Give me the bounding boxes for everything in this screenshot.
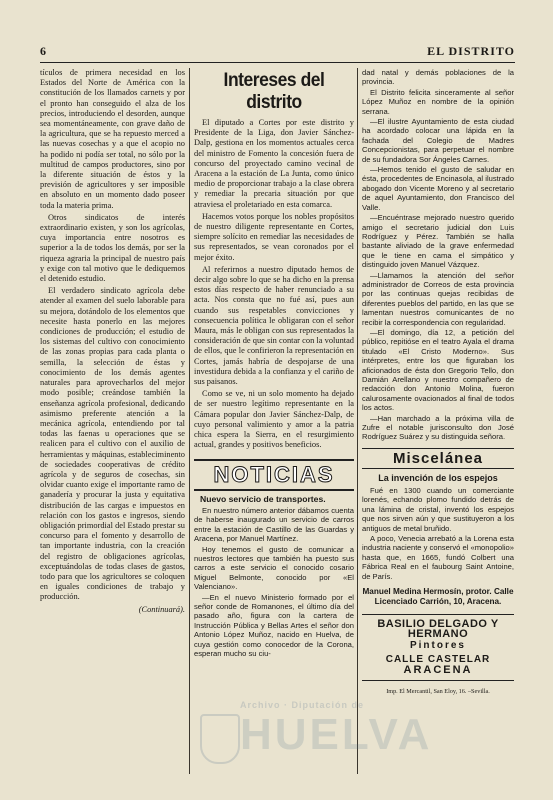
advertisement (362, 614, 514, 681)
paragraph: Al referirnos a nuestro diputado hemos de decir algo sobre lo que se ha dicho en la prensa estos días respecto de haber renunciado a su acta. Nos consta que no fué así, pues aun cuando sus respetables convicciones y consecuencia política le obligaran con el señor Maura, más le obligan con sus representados la consideración de que sin contar con la voluntad de ellos, que le confirieron la representación en Cortes, jamás habría de despojarse de una investidura debida a la confianza y el cariño de sus paisanos. (194, 264, 354, 387)
paragraph: —El domingo, día 12, a petición del público, repitióse en el teatro Ayala el drama titulado «El Cristo Moderno». Sus intérpretes, entre los que figuraban los aficionados de ésta don Gregorio Tello, don Damián Arellano y nuestro compañero de redacción don Antonio Molina, fueron calurosamente ovacionados al final de todos los actos. (362, 327, 514, 413)
miscelanea-subhead: La invención de los espejos (378, 472, 498, 483)
paragraph: Hoy tenemos el gusto de comunicar a nuestros lectores que también ha puesto sus carros a este servicio el conocido cosario Miguel Belmonte, conocido por «El Valenciano». (194, 544, 354, 592)
paragraph: El verdadero sindicato agrícola debe atender al examen del suelo laborable para su mejora, dotándolo de los elementos que necesite hasta ponerlo en las mejores condiciones de producción; el estudio de los sistemas del cultivo con conocimiento de las zonas propias para cada planta o semilla, la selección de éstas y conocimiento de los demás agentes naturales para aprovecharlos del mejor modo posible; creándose también la enseñanza agrícola profesional, dedicando asimismo preferente atención a la mecánica agrícola, entendiendo por tal todas las faenas u operaciones que se realicen para el cultivo con el auxilio de herramientas y máquinas, estableciminento de sociedades cooperativas de crédito agrícola y de seguros de cosechas, sin olvidar cuanto exige el importante ramo de ganadería y procurar la justa y equitativa distribución de las cargas e impuestos en relación con los gastos e ingresos, siendo obligación primordial del Estado prestar su concurso para el fomento y desarrollo de tan importante industria, con la creación del registro de obligaciones agrícolas, exceptuándolas de todas clases de gastos, todo para que los agricultores se coloquen en iguales condiciones de trabajo y producción. (40, 286, 185, 602)
noticias-banner (194, 459, 354, 491)
paragraph: Hacemos votos porque los nobles propósitos de nuestro diligente representante en Cortes, siempre solícito en remediar las necesidades de sus representados, se vean coronados por el mejor éxito. (194, 211, 354, 262)
column-divider (357, 68, 358, 774)
paragraph: dad natal y demás poblaciones de la provincia. (362, 68, 514, 87)
page-number: 6 (40, 44, 46, 58)
paragraph: —Hemos tenido el gusto de saludar en ésta, procedentes de Encinasola, al ilustrado abogado don Vicente Moreno y al secretario de aquel Ayuntamiento, don Francisco del Valle. (362, 165, 514, 212)
paragraph: Fué en 1300 cuando un comerciante lorenés, echando plomo fundido detrás de una lámina de cristal, inventó los espejos que nos sirven aún y que sustituyeron a los antiguos de metal bruñido. (362, 486, 514, 533)
printer-imprint: Imp. El Mercantil, San Eloy, 16. –Sevilla. (386, 687, 490, 695)
page-header (40, 44, 515, 58)
ad-city: ARACENA (403, 664, 473, 677)
paragraph: —Encuéntrase mejorado nuestro querido amigo el secretario judicial don Luis Rodríguez y Pérez. También se halla bastante aliviado de la grave enfermedad que le tiene en cama el simpático y distinguido joven Manuel Vázquez. (362, 213, 514, 270)
column-middle (194, 68, 354, 774)
noticias-block (194, 495, 354, 659)
miscelanea-banner (362, 448, 514, 469)
news-block (362, 68, 514, 442)
paragraph: El diputado a Cortes por este distrito y Presidente de la Liga, don Javier Sánchez-Dalp, gestiona en los momentos actuales cerca del ministro de Fomento la concesión fuera de concurso del proyectado camino vecinal de Aracena a la estación de La Junta, como único medio de proporcionar trabajo a la clase obrera y remediar la precaria situación por que atraviesa el proletariado en esta comarca. (194, 118, 354, 209)
noticias-title: NOTICIAS (213, 461, 335, 487)
classified-ad: Manuel Medina Hermosín, protor. Calle Licenciado Carrión, 10, Aracena. (362, 587, 514, 607)
paragraph: tículos de primera necesidad en los Estados del Norte de América con la constitución de los llamados carnets y por el pronto han conseguido el alza de los precios, introduciendo el desorden, aunque sea momentáneamente, con grave daño de la agricultura, que se ha repuesto merced a las nuevas cosechas y a que el acopio no ha podido ni podía ser total, no sólo por la multitud de campos productores, sino por la diferente situación de éstos y la previsión de agricultores y ser imposible en absoluto en un momento dado poseer toda la materia prima. (40, 68, 185, 210)
paragraph: —En el nuevo Ministerio formado por el señor conde de Romanones, el último día del pasado año, figura con la cartera de Instrucción Pública y Bellas Artes el señor don Antonio López Muñoz, nacido en Huelva, de cuya gestión como conocedor de la Corona, esperan mucho su ciu- (194, 592, 354, 658)
column-divider (189, 68, 190, 774)
header-rule (40, 62, 515, 63)
paragraph: El Distrito felicita sinceramente al señor López Muñoz en nombre de la opinión serrana. (362, 87, 514, 116)
continuation-note: (Continuará). (138, 604, 185, 614)
paragraph: Como se ve, ni un solo momento ha dejado de ser nuestro legítimo representante en la Cámara popular don Javier Sánchez-Dalp, de cuyo personal valimiento y amor a la patria chica espera la Sierra, en el resurgimiento actual, grandes y positivos beneficios. (194, 389, 354, 450)
paragraph: Otros sindicatos de interés extraordinario existen, y son los agrícolas, cuya importancia entre nosotros es superior a la de todos los demás, por ser la riqueza agraria la principal de nuestro país y exige con tal motivo que le dediquemos el detenido estudio. (40, 212, 185, 284)
ad-trade: Pintores (409, 639, 466, 651)
paragraph: En nuestro número anterior dábamos cuenta de haberse inaugurado un servicio de carros entre la estación de Castillo de las Guardas y Aracena, por Manuel Martínez. (194, 505, 354, 544)
paragraph: —Han marchado a la próxima villa de Zufre el notable jurisconsulto don José Rodríguez Suárez y su distinguida señora. (362, 413, 514, 442)
paragraph: —El ilustre Ayuntamiento de esta ciudad ha acordado colocar una lápida en la fachada del Colegio de Madres Concepcionistas, para perpetuar el nombre de su fundadora Sor Ángeles Carnes. (362, 117, 514, 164)
journal-title: EL DISTRITO (427, 44, 515, 58)
paragraph: —Llamamos la atención del señor administrador de Correos de esta provincia por las continuas quejas recibidas de diferentes pueblos del partido, en las que se lamentan nuestros comunicantes de no recibir la correspondencia con regularidad. (362, 270, 514, 327)
ad-street: CALLE CASTELAR (385, 654, 491, 666)
miscelanea-block (362, 486, 514, 581)
column-left (40, 68, 185, 774)
watermark-big-text: HUELVA (240, 710, 433, 759)
paragraph: A poco, Venecia arrebató a la Lorena esta industria naciente y conservó el «monopolio» hasta que, en 1665, fundó Colbert una Fábrica Real en el faubourg Saint Antoine, de París. (362, 534, 514, 581)
column-right (362, 68, 514, 774)
miscelanea-title: Miscelánea (392, 449, 484, 467)
watermark-small-text: Archivo · Diputación de (240, 700, 365, 710)
noticias-subhead: Nuevo servicio de transportes. (200, 493, 326, 504)
section-heading: Intereses del distrito (223, 70, 325, 113)
ad-business-name: BASILIO DELGADO Y HERMANO (377, 617, 499, 640)
